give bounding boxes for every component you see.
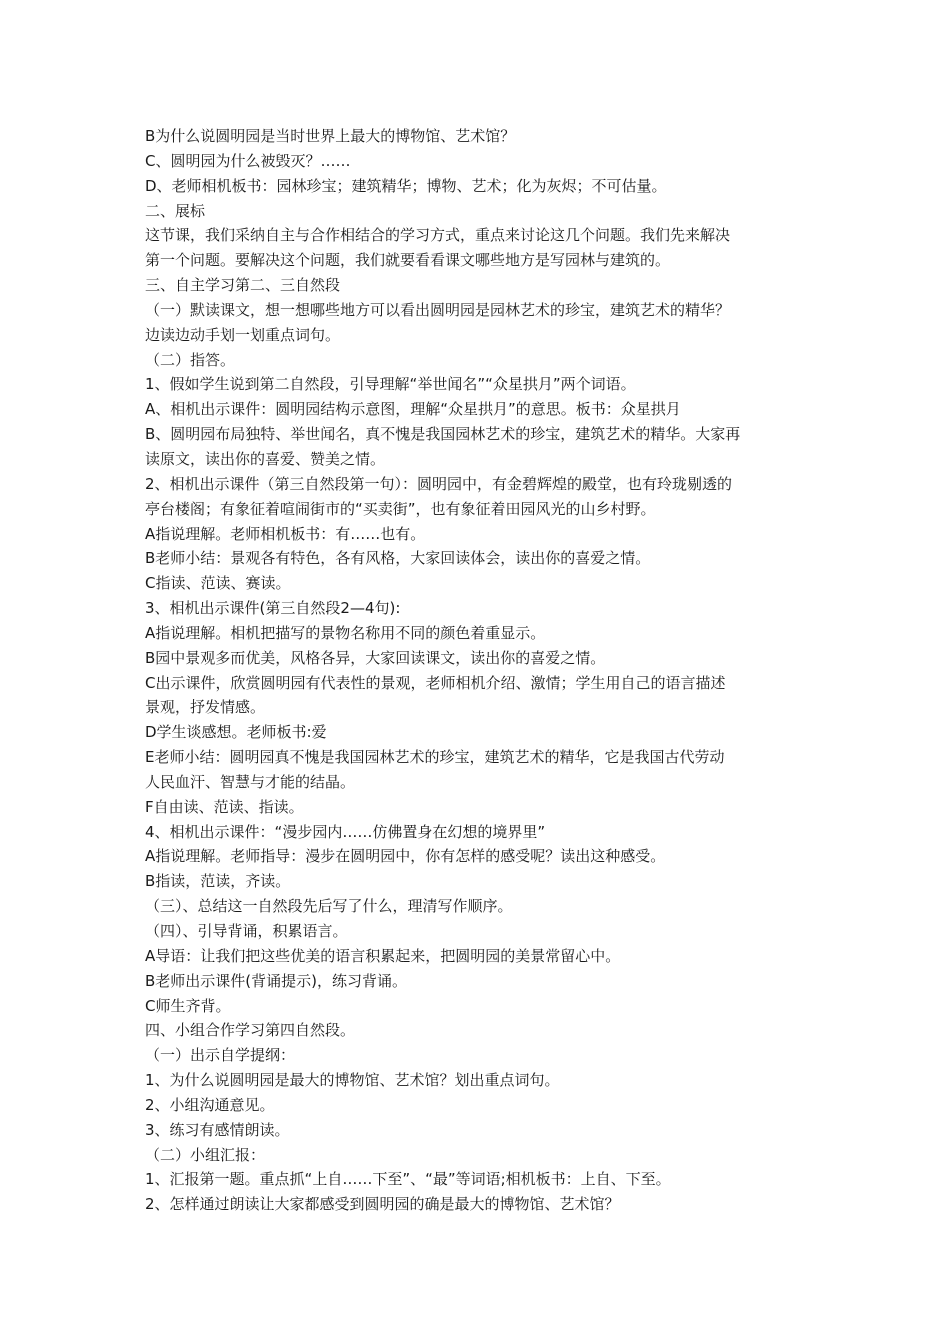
text-line: （二）指答。 — [145, 350, 236, 369]
text-line: 三、自主学习第二、三自然段 — [145, 276, 341, 295]
text-line: B、圆明园布局独特、举世闻名，真不愧是我国园林艺术的珍宝，建筑艺术的精华。大家再 — [145, 425, 741, 444]
text-line: （一）默读课文，想一想哪些地方可以看出圆明园是园林艺术的珍宝，建筑艺术的精华？ — [145, 300, 731, 319]
text-line: C师生齐背。 — [145, 996, 231, 1015]
text-line: 四、小组合作学习第四自然段。 — [145, 1021, 356, 1040]
text-line: 第一个问题。要解决这个问题，我们就要看看课文哪些地方是写园林与建筑的。 — [145, 251, 671, 270]
text-line: D学生谈感想。老师板书:爱 — [145, 723, 327, 742]
text-line: D、老师相机板书：园林珍宝；建筑精华；博物、艺术；化为灰烬；不可估量。 — [145, 176, 667, 195]
text-line: 读原文，读出你的喜爱、赞美之情。 — [145, 449, 386, 468]
text-line: B指读，范读，齐读。 — [145, 872, 291, 891]
text-line: A导语：让我们把这些优美的语言积累起来，把圆明园的美景常留心中。 — [145, 946, 621, 965]
text-line: （二）小组汇报： — [145, 1145, 266, 1164]
text-line: 1、为什么说圆明园是最大的博物馆、艺术馆？划出重点词句。 — [145, 1071, 560, 1090]
text-line: （一）出示自学提纲： — [145, 1046, 296, 1065]
text-line: E老师小结：圆明园真不愧是我国园林艺术的珍宝，建筑艺术的精华，它是我国古代劳动 — [145, 748, 725, 767]
text-line: 1、假如学生说到第二自然段，引导理解“举世闻名”“众星拱月”两个词语。 — [145, 375, 636, 394]
text-line: 景观，抒发情感。 — [145, 698, 266, 717]
text-line: 二、展标 — [145, 201, 206, 220]
text-line: 亭台楼阁；有象征着喧闹街市的“买卖街”，也有象征着田园风光的山乡村野。 — [145, 499, 656, 518]
text-line: 2、怎样通过朗读让大家都感受到圆明园的确是最大的博物馆、艺术馆？ — [145, 1195, 620, 1214]
text-line: 3、练习有感情朗读。 — [145, 1120, 290, 1139]
text-line: A指说理解。老师相机板书：有……也有。 — [145, 524, 426, 543]
text-line: B园中景观多而优美，风格各异，大家回读课文，读出你的喜爱之情。 — [145, 648, 606, 667]
text-line: A、相机出示课件：圆明园结构示意图，理解“众星拱月”的意思。板书：众星拱月 — [145, 400, 681, 419]
text-line: 4、相机出示课件：“漫步园内……仿佛置身在幻想的境界里” — [145, 822, 546, 841]
text-line: 3、相机出示课件(第三自然段2—4句): — [145, 599, 401, 618]
text-line: B为什么说圆明园是当时世界上最大的博物馆、艺术馆？ — [145, 127, 516, 145]
text-line: （三）、总结这一自然段先后写了什么，理清写作顺序。 — [145, 897, 513, 916]
text-line: F自由读、范读、指读。 — [145, 797, 304, 816]
text-line: C、圆明园为什么被毁灭？…… — [145, 151, 351, 170]
text-line: C指读、范读、赛读。 — [145, 574, 291, 593]
text-line: C出示课件，欣赏圆明园有代表性的景观，老师相机介绍、激情；学生用自己的语言描述 — [145, 673, 726, 692]
text-line: B老师小结：景观各有特色，各有风格，大家回读体会，读出你的喜爱之情。 — [145, 549, 651, 568]
text-line: （四）、引导背诵，积累语言。 — [145, 922, 348, 940]
text-line: B老师出示课件(背诵提示)，练习背诵。 — [145, 971, 407, 990]
text-line: 2、小组沟通意见。 — [145, 1095, 275, 1114]
text-line: A指说理解。相机把描写的景物名称用不同的颜色着重显示。 — [145, 623, 546, 642]
text-line: 1、汇报第一题。重点抓“上自……下至”、“最”等词语;相机板书：上自、下至。 — [145, 1170, 671, 1189]
text-line: 人民血汗、智慧与才能的结晶。 — [145, 772, 356, 791]
text-line: 这节课，我们采纳自主与合作相结合的学习方式，重点来讨论这几个问题。我们先来解决 — [145, 226, 731, 245]
text-line: 2、相机出示课件（第三自然段第一句）：圆明园中，有金碧辉煌的殿堂，也有玲珑剔透的 — [145, 474, 733, 493]
text-line: 边读边动手划一划重点词句。 — [145, 325, 341, 344]
document-page — [145, 124, 815, 1217]
text-line: A指说理解。老师指导：漫步在圆明园中，你有怎样的感受呢？读出这种感受。 — [145, 847, 666, 866]
